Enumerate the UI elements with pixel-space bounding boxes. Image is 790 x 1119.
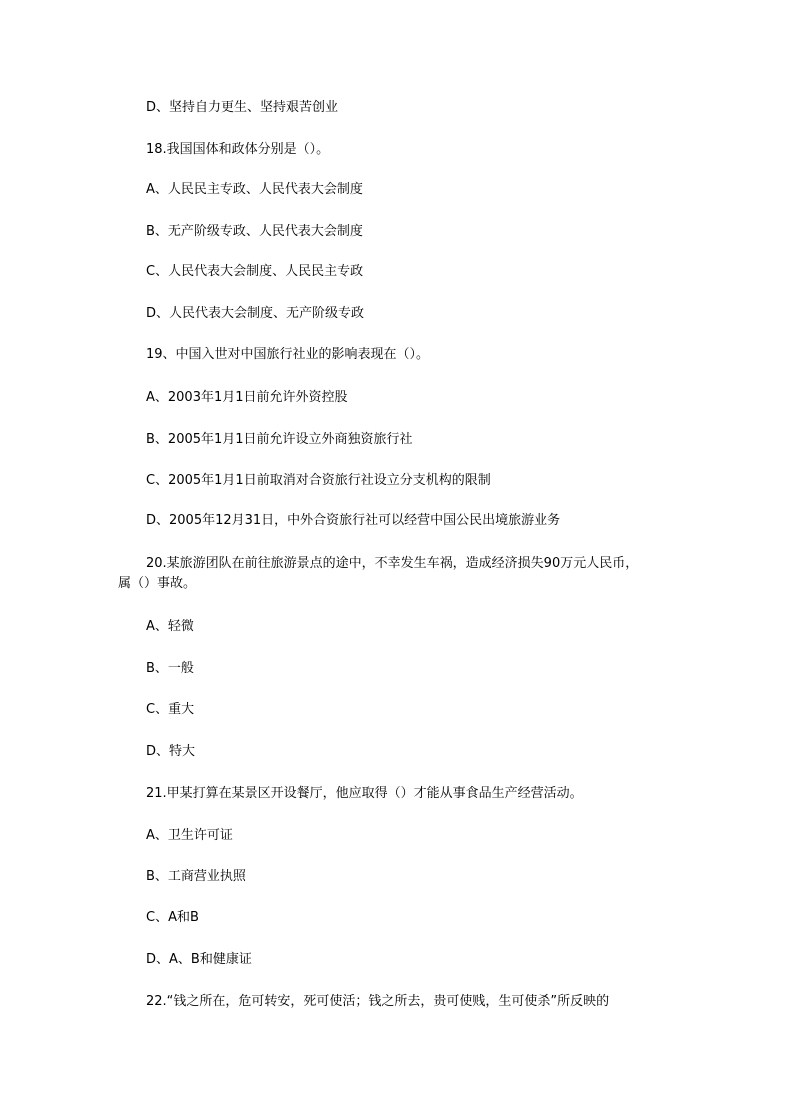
option-19-c: C、2005年1月1日前取消对合资旅行社设立分支机构的限制: [146, 473, 491, 488]
question-18: 18.我国国体和政体分别是（）。: [146, 142, 330, 157]
option-19-a: A、2003年1月1日前允许外资控股: [146, 390, 348, 405]
option-19-b: B、2005年1月1日前允许设立外商独资旅行社: [146, 432, 413, 447]
option-20-d: D、特大: [146, 744, 196, 759]
option-21-a: A、卫生许可证: [146, 828, 233, 843]
option-20-b: B、一般: [146, 661, 194, 676]
option-18-d: D、人民代表大会制度、无产阶级专政: [146, 306, 365, 321]
question-19: 19、中国入世对中国旅行社业的影响表现在（）。: [146, 347, 430, 362]
option-20-c: C、重大: [146, 702, 195, 717]
option-18-a: A、人民民主专政、人民代表大会制度: [146, 182, 363, 197]
question-22: 22.“钱之所在，危可转安，死可使活；钱之所去，贵可使贱，生可使杀”所反映的: [146, 994, 610, 1009]
option-21-c: C、A和B: [146, 910, 199, 925]
option-21-b: B、工商营业执照: [146, 869, 246, 884]
option-18-b: B、无产阶级专政、人民代表大会制度: [146, 224, 363, 239]
option-17-d: D、坚持自力更生、坚持艰苦创业: [146, 100, 339, 115]
option-19-d: D、2005年12月31日，中外合资旅行社可以经营中国公民出境旅游业务: [146, 513, 561, 528]
question-20-line2: 属（）事故。: [118, 576, 197, 591]
option-21-d: D、A、B和健康证: [146, 952, 252, 967]
question-21: 21.甲某打算在某景区开设餐厅，他应取得（）才能从事食品生产经营活动。: [146, 786, 583, 801]
option-20-a: A、轻微: [146, 619, 194, 634]
question-20-line1: 20.某旅游团队在前往旅游景点的途中，不幸发生车祸，造成经济损失90万元人民币，: [146, 556, 639, 571]
option-18-c: C、人民代表大会制度、人民民主专政: [146, 264, 364, 279]
